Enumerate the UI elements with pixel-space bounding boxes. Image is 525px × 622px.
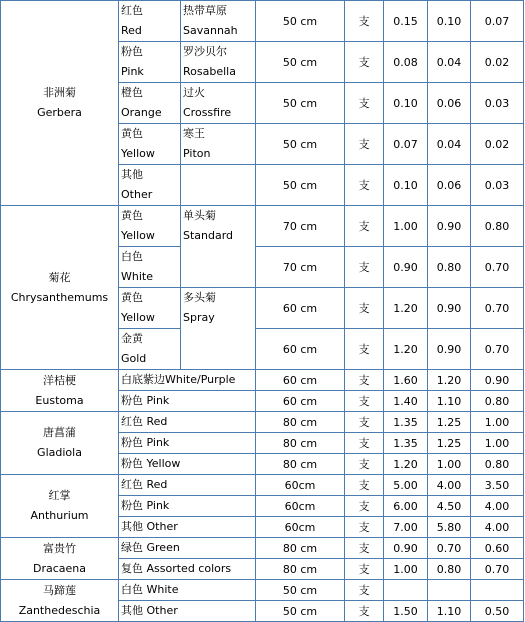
length-cell: 50 cm (256, 601, 345, 622)
color-variety-cell: 白色 White (119, 580, 256, 601)
color-en: White (121, 270, 153, 283)
price-cell: 0.60 (471, 538, 524, 559)
unit-cell: 支 (345, 83, 384, 124)
length-cell: 50 cm (256, 83, 345, 124)
price-cell: 0.90 (428, 206, 471, 247)
color-variety-cell: 其他 Other (119, 517, 256, 538)
price-cell: 0.04 (428, 124, 471, 165)
table-row (1, 206, 524, 247)
price-cell: 0.02 (471, 124, 524, 165)
price-cell: 0.80 (471, 206, 524, 247)
price-cell: 4.00 (471, 517, 524, 538)
price-cell: 1.10 (428, 391, 471, 412)
table-row (1, 370, 524, 391)
table-row (1, 1, 524, 42)
unit-cell: 支 (345, 454, 384, 475)
category-cell (1, 580, 119, 622)
color-en: Gold (121, 352, 147, 365)
price-cell (428, 580, 471, 601)
price-cell: 1.35 (384, 412, 428, 433)
category-en: Zanthedeschia (18, 603, 101, 617)
unit-cell: 支 (345, 288, 384, 329)
category-cell (1, 538, 119, 580)
price-cell (384, 580, 428, 601)
unit-cell: 支 (345, 329, 384, 370)
color-cn: 红色 (121, 4, 143, 17)
price-cell: 0.08 (384, 42, 428, 83)
length-cell: 60cm (256, 496, 345, 517)
variety-cell (181, 165, 256, 206)
price-cell: 0.03 (471, 83, 524, 124)
length-cell: 60 cm (256, 391, 345, 412)
variety-en: Spray (183, 311, 215, 324)
color-cell (119, 288, 181, 329)
price-cell: 0.70 (471, 559, 524, 580)
unit-cell: 支 (345, 412, 384, 433)
length-cell: 70 cm (256, 247, 345, 288)
color-cell (119, 165, 181, 206)
color-variety-cell: 白底紫边White/Purple (119, 370, 256, 391)
unit-cell: 支 (345, 496, 384, 517)
price-cell: 0.10 (428, 1, 471, 42)
category-cell (1, 370, 119, 412)
variety-cn: 寒王 (183, 127, 205, 140)
price-cell: 0.07 (471, 1, 524, 42)
unit-cell: 支 (345, 391, 384, 412)
color-variety-cell: 绿色 Green (119, 538, 256, 559)
length-cell: 50 cm (256, 580, 345, 601)
price-cell: 0.80 (471, 391, 524, 412)
variety-cell (181, 42, 256, 83)
length-cell: 80 cm (256, 559, 345, 580)
price-cell: 1.35 (384, 433, 428, 454)
category-cn: 菊花 (48, 270, 71, 284)
category-en: Gladiola (37, 446, 82, 459)
color-en: Red (121, 24, 142, 37)
price-cell: 1.20 (384, 288, 428, 329)
price-cell: 0.90 (428, 288, 471, 329)
length-cell: 50 cm (256, 124, 345, 165)
length-cell: 80 cm (256, 454, 345, 475)
category-cn: 洋桔梗 (43, 373, 76, 387)
variety-cell (181, 206, 256, 288)
unit-cell: 支 (345, 433, 384, 454)
price-cell: 1.50 (384, 601, 428, 622)
category-en: Gerbera (37, 106, 82, 119)
category-en: Dracaena (32, 561, 86, 575)
price-cell: 0.10 (384, 83, 428, 124)
price-cell: 1.00 (471, 433, 524, 454)
price-cell: 0.07 (384, 124, 428, 165)
price-cell: 0.10 (384, 165, 428, 206)
unit-cell: 支 (345, 601, 384, 622)
color-cn: 白色 (121, 250, 143, 263)
color-variety-cell: 红色 Red (119, 475, 256, 496)
length-cell: 80 cm (256, 433, 345, 454)
price-cell: 5.80 (428, 517, 471, 538)
price-cell: 0.06 (428, 83, 471, 124)
variety-en: Piton (183, 147, 211, 160)
length-cell: 80 cm (256, 538, 345, 559)
unit-cell: 支 (345, 559, 384, 580)
color-en: Orange (121, 106, 162, 119)
price-cell: 0.70 (471, 247, 524, 288)
table-row (1, 412, 524, 433)
price-cell: 1.20 (428, 370, 471, 391)
price-cell: 4.00 (471, 496, 524, 517)
color-variety-cell: 粉色 Pink (119, 433, 256, 454)
price-cell: 1.10 (428, 601, 471, 622)
color-cn: 黄色 (121, 127, 143, 140)
price-cell: 0.80 (428, 247, 471, 288)
variety-cell (181, 1, 256, 42)
unit-cell: 支 (345, 370, 384, 391)
price-cell: 0.50 (471, 601, 524, 622)
length-cell: 60 cm (256, 288, 345, 329)
variety-en: Standard (183, 229, 234, 242)
table-row (1, 580, 524, 601)
price-cell: 1.20 (384, 454, 428, 475)
price-cell: 1.00 (428, 454, 471, 475)
color-cn: 黄色 (121, 209, 143, 222)
price-cell: 1.25 (428, 433, 471, 454)
price-cell: 1.20 (384, 329, 428, 370)
category-cn: 非洲菊 (43, 86, 76, 99)
category-cn: 富贵竹 (43, 541, 76, 555)
price-cell: 0.90 (384, 538, 428, 559)
unit-cell: 支 (345, 206, 384, 247)
color-cn: 粉色 (121, 45, 143, 58)
color-cn: 橙色 (121, 86, 143, 99)
price-cell: 0.80 (428, 559, 471, 580)
price-cell: 0.70 (428, 538, 471, 559)
color-en: Yellow (121, 229, 155, 242)
price-cell: 0.03 (471, 165, 524, 206)
variety-cn: 罗沙贝尔 (183, 45, 227, 58)
unit-cell: 支 (345, 1, 384, 42)
price-cell: 0.80 (471, 454, 524, 475)
color-variety-cell: 红色 Red (119, 412, 256, 433)
variety-en: Savannah (183, 24, 238, 37)
table-row (1, 475, 524, 496)
price-cell: 1.00 (384, 559, 428, 580)
variety-cell (181, 83, 256, 124)
price-cell: 1.40 (384, 391, 428, 412)
variety-cell (181, 288, 256, 370)
variety-en: Crossfire (183, 106, 232, 119)
price-cell: 6.00 (384, 496, 428, 517)
category-cell (1, 1, 119, 206)
color-cell (119, 1, 181, 42)
unit-cell: 支 (345, 42, 384, 83)
price-cell: 7.00 (384, 517, 428, 538)
price-cell: 4.50 (428, 496, 471, 517)
price-cell: 3.50 (471, 475, 524, 496)
price-cell: 0.70 (471, 329, 524, 370)
color-cell (119, 247, 181, 288)
price-cell: 1.00 (384, 206, 428, 247)
price-cell: 1.00 (471, 412, 524, 433)
unit-cell: 支 (345, 165, 384, 206)
length-cell: 60cm (256, 475, 345, 496)
color-en: Pink (121, 65, 144, 78)
table-row (1, 538, 524, 559)
color-variety-cell: 粉色 Pink (119, 391, 256, 412)
unit-cell: 支 (345, 580, 384, 601)
category-cn: 红掌 (48, 489, 71, 502)
price-cell: 0.04 (428, 42, 471, 83)
category-en: Anthurium (30, 509, 89, 522)
category-en: Eustoma (35, 393, 84, 407)
length-cell: 80 cm (256, 412, 345, 433)
length-cell: 50 cm (256, 1, 345, 42)
length-cell: 60 cm (256, 329, 345, 370)
unit-cell: 支 (345, 247, 384, 288)
unit-cell: 支 (345, 124, 384, 165)
price-cell: 0.15 (384, 1, 428, 42)
color-cell (119, 329, 181, 370)
length-cell: 60cm (256, 517, 345, 538)
color-cn: 金黄 (121, 332, 143, 345)
price-cell (471, 580, 524, 601)
length-cell: 50 cm (256, 42, 345, 83)
length-cell: 50 cm (256, 165, 345, 206)
color-variety-cell: 复色 Assorted colors (119, 559, 256, 580)
variety-cn: 单头菊 (183, 209, 216, 222)
color-cell (119, 206, 181, 247)
category-cell (1, 412, 119, 475)
color-cell (119, 42, 181, 83)
color-variety-cell: 其他 Other (119, 601, 256, 622)
color-cell (119, 83, 181, 124)
color-cn: 其他 (121, 168, 143, 181)
variety-cn: 多头菊 (183, 291, 216, 304)
color-en: Yellow (121, 147, 155, 160)
variety-cn: 过火 (183, 86, 205, 99)
category-cn: 马蹄莲 (43, 583, 76, 597)
price-cell: 0.70 (471, 288, 524, 329)
variety-cell (181, 124, 256, 165)
unit-cell: 支 (345, 517, 384, 538)
price-cell: 1.25 (428, 412, 471, 433)
color-cell (119, 124, 181, 165)
category-en: Chrysanthemums (10, 290, 109, 304)
price-cell: 0.90 (384, 247, 428, 288)
price-cell: 0.90 (428, 329, 471, 370)
price-cell: 1.60 (384, 370, 428, 391)
category-cell (1, 475, 119, 538)
price-cell: 0.06 (428, 165, 471, 206)
variety-cn: 热带草原 (183, 4, 227, 17)
price-cell: 4.00 (428, 475, 471, 496)
length-cell: 70 cm (256, 206, 345, 247)
color-en: Other (121, 188, 153, 201)
variety-en: Rosabella (183, 65, 236, 78)
category-cell (1, 206, 119, 370)
price-cell: 5.00 (384, 475, 428, 496)
price-cell: 0.02 (471, 42, 524, 83)
color-variety-cell: 粉色 Yellow (119, 454, 256, 475)
length-cell: 60 cm (256, 370, 345, 391)
color-variety-cell: 粉色 Pink (119, 496, 256, 517)
category-cn: 唐菖蒲 (43, 426, 76, 439)
color-cn: 黄色 (121, 291, 143, 304)
unit-cell: 支 (345, 538, 384, 559)
price-cell: 0.90 (471, 370, 524, 391)
unit-cell: 支 (345, 475, 384, 496)
color-en: Yellow (121, 311, 155, 324)
